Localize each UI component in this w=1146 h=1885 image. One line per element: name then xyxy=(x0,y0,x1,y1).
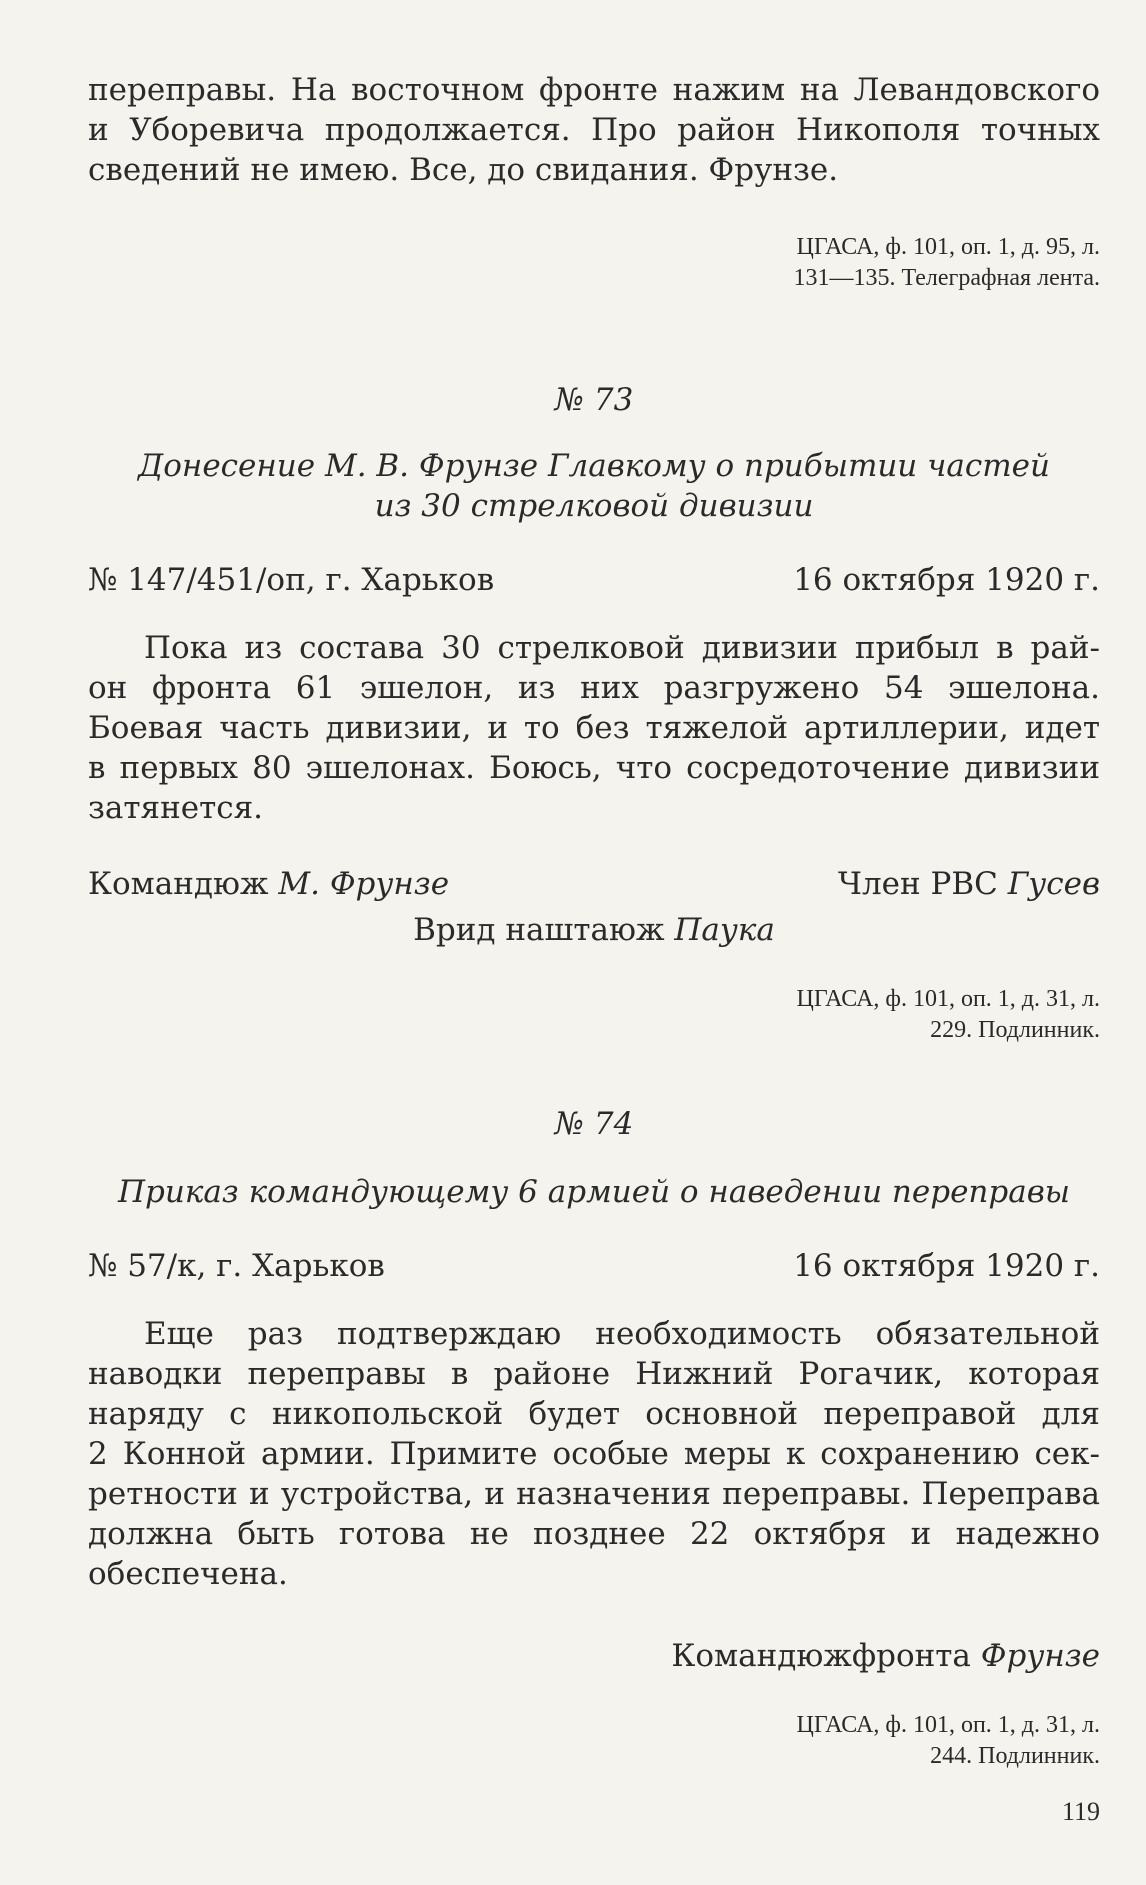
doc-number: № 74 xyxy=(554,1106,634,1142)
title-line: из 30 стрелковой дивизии xyxy=(374,488,814,524)
paragraph-line: Боевая часть дивизии, и то без тяжелой артиллерии, идет xyxy=(88,710,1100,746)
document-page xyxy=(88,70,1100,1772)
source-line: 244. Подлинник. xyxy=(930,1743,1100,1769)
paragraph-line: Еще раз подтверждаю необходимость обязательной xyxy=(144,1316,1100,1352)
title-line: Донесение М. В. Фрунзе Главкому о прибытии частей xyxy=(138,448,1050,484)
doc-meta xyxy=(88,1246,1100,1286)
paragraph-line: в первых 80 эшелонах. Боюсь, что сосредоточение дивизии xyxy=(88,750,1100,786)
doc-meta xyxy=(88,560,1100,600)
paragraph-line: затянется. xyxy=(88,790,264,826)
source-line: ЦГАСА, ф. 101, оп. 1, д. 31, л. xyxy=(796,1712,1100,1738)
signature-left xyxy=(88,864,449,904)
source-line: 229. Подлинник. xyxy=(930,1017,1100,1043)
paragraph-line: 2 Конной армии. Примите особые меры к сохранению сек- xyxy=(88,1436,1100,1472)
signature-name: М. Фрунзе xyxy=(278,866,450,902)
paragraph-line: и Уборевича продолжается. Про район Никополя точных xyxy=(88,112,1100,148)
signature-role: Член РВС xyxy=(838,866,998,902)
signature-role: Врид наштаюж xyxy=(413,912,665,948)
doc-body xyxy=(88,628,1100,828)
doc-title xyxy=(88,1172,1100,1212)
source-line: ЦГАСА, ф. 101, оп. 1, д. 31, л. xyxy=(796,986,1100,1012)
paragraph-line: обеспечена. xyxy=(88,1556,288,1592)
signature-role: Командюжфронта xyxy=(671,1638,971,1674)
doc-date: 16 октября 1920 г. xyxy=(793,562,1100,598)
signature-row xyxy=(88,864,1100,904)
page-number: 119 xyxy=(1061,1797,1100,1826)
signature-right xyxy=(88,1636,1100,1676)
doc-reference: № 57/к, г. Харьков xyxy=(88,1248,385,1284)
signature-center xyxy=(88,910,1100,950)
doc-reference: № 147/451/оп, г. Харьков xyxy=(88,562,495,598)
archive-source xyxy=(88,984,1100,1046)
title-line: Приказ командующему 6 армией о наведении переправы xyxy=(117,1174,1071,1210)
paragraph-line: Пока из состава 30 стрелковой дивизии прибыл в рай- xyxy=(144,630,1100,666)
signature-name: Гусев xyxy=(1007,866,1100,902)
doc-title xyxy=(88,446,1100,526)
continuation-paragraph xyxy=(88,70,1100,190)
paragraph-line: переправы. На восточном фронте нажим на Левандовского xyxy=(88,72,1100,108)
signature-role: Командюж xyxy=(88,866,269,902)
doc-number: № 73 xyxy=(554,382,634,418)
doc-date: 16 октября 1920 г. xyxy=(793,1248,1100,1284)
source-line: ЦГАСА, ф. 101, оп. 1, д. 95, л. xyxy=(796,234,1100,260)
source-line: 131—135. Телеграфная лента. xyxy=(793,265,1100,291)
paragraph-line: ретности и устройства, и назначения переправы. Переправа xyxy=(88,1476,1100,1512)
paragraph-line: наводки переправы в районе Нижний Рогачик, которая xyxy=(88,1356,1100,1392)
signature-right xyxy=(838,864,1100,904)
paragraph-line: наряду с никопольской будет основной переправой для xyxy=(88,1396,1100,1432)
paragraph-line: сведений не имею. Все, до свидания. Фрунзе. xyxy=(88,152,839,188)
archive-source xyxy=(88,232,1100,294)
paragraph-line: должна быть готова не позднее 22 октября и надежно xyxy=(88,1516,1100,1552)
doc-body xyxy=(88,1314,1100,1594)
signature-name: Фрунзе xyxy=(980,1638,1100,1674)
archive-source xyxy=(88,1710,1100,1772)
paragraph-line: он фронта 61 эшелон, из них разгружено 54 эшелона. xyxy=(88,670,1100,706)
signature-name: Паука xyxy=(674,912,775,948)
